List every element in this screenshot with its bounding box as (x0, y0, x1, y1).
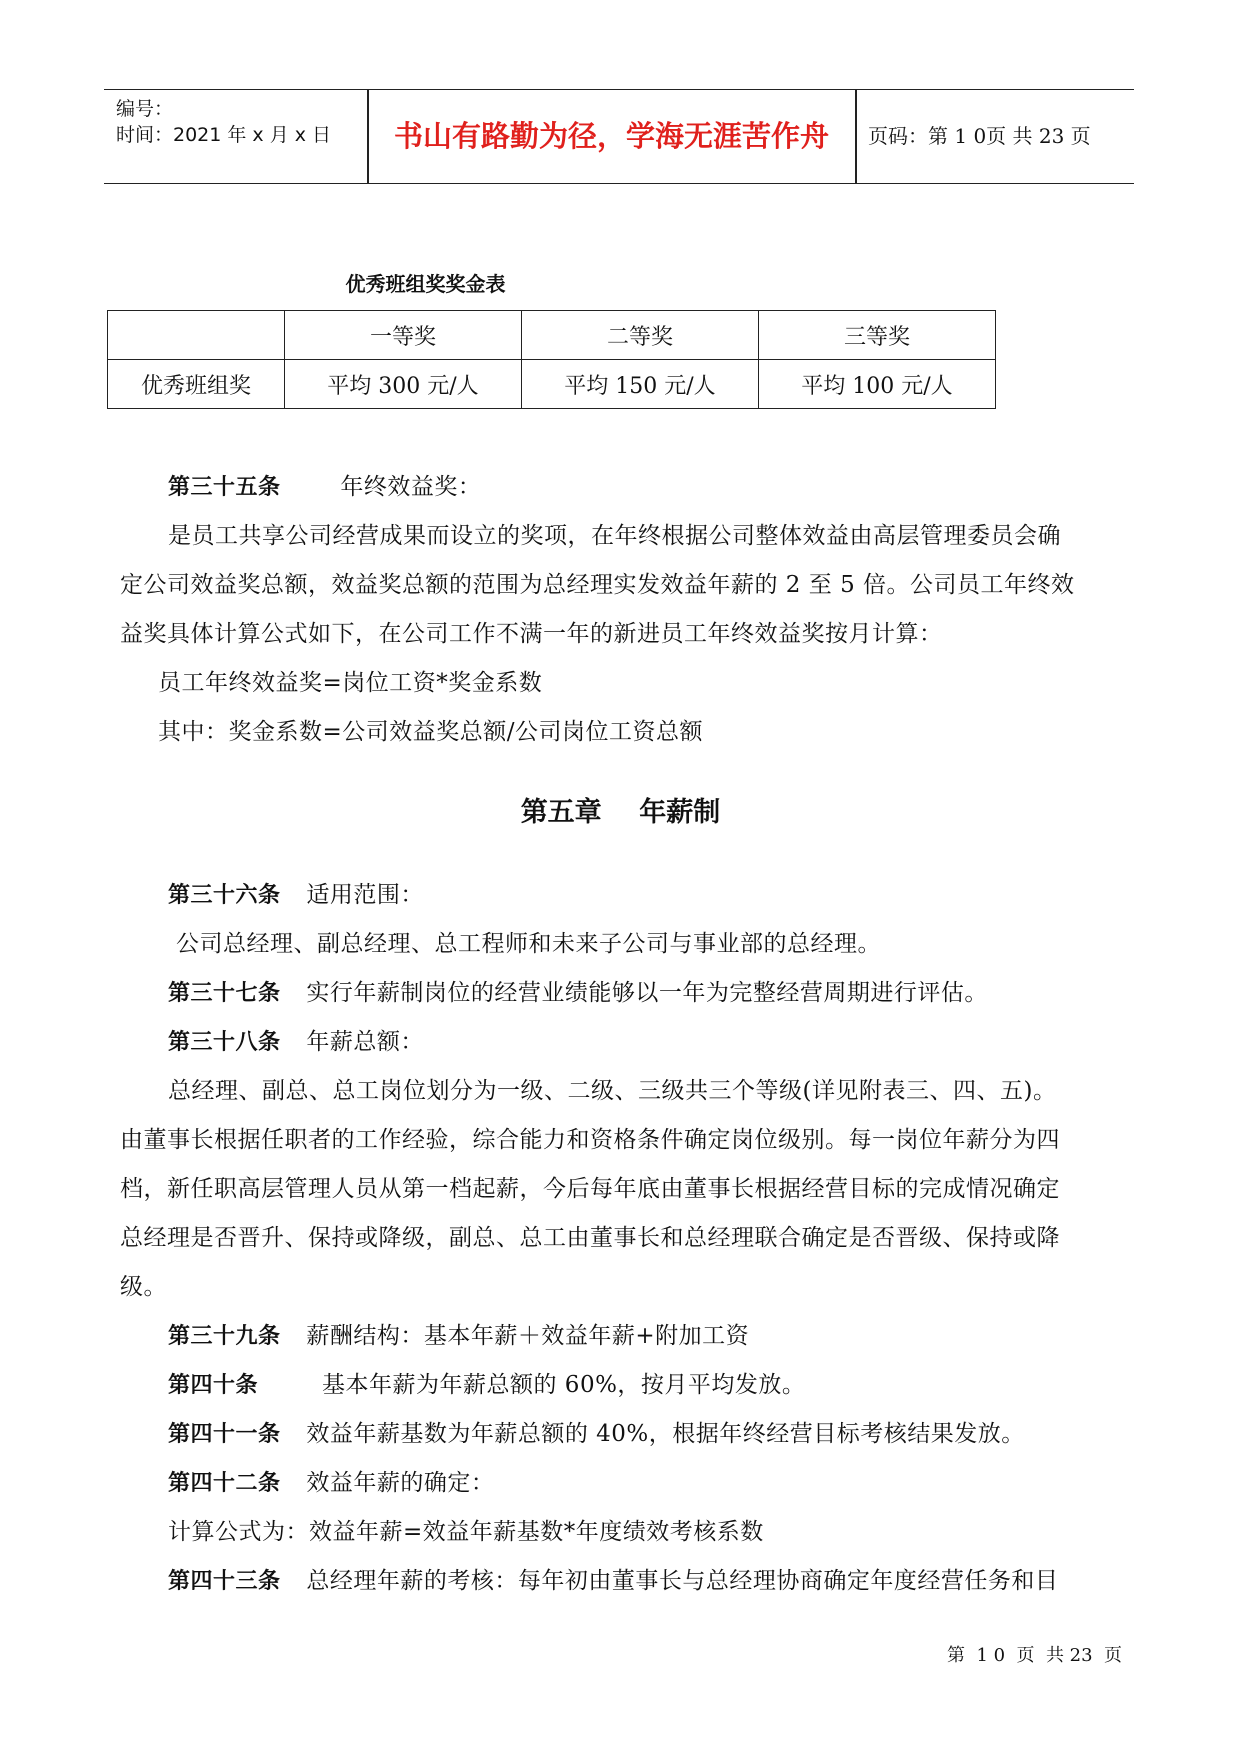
article-label: 第三十六条 (168, 883, 281, 908)
paragraph-line: 是员工共享公司经营成果而设立的奖项，在年终根据公司整体效益由高层管理委员会确 (168, 523, 1061, 549)
paragraph-line: 益奖具体计算公式如下，在公司工作不满一年的新进员工年终效益奖按月计算： (120, 621, 943, 647)
article-heading (168, 1023, 424, 1056)
table-cell: 平均 100 元/人 (759, 360, 996, 409)
article-text: 效益年薪基数为年薪总额的 40%，根据年终经营目标考核结果发放。 (306, 1421, 1025, 1447)
article-label: 第三十七条 (168, 981, 281, 1006)
table-header-cell: 二等奖 (522, 311, 759, 360)
paragraph-line: 档，新任职高层管理人员从第一档起薪，今后每年底由董事长根据经营目标的完成情况确定 (120, 1176, 1060, 1202)
article-label: 第四十二条 (168, 1471, 281, 1496)
table-title-row (0, 268, 1241, 297)
article-title: 年终效益奖： (340, 474, 482, 500)
article-heading (168, 876, 424, 909)
table-header-cell: 一等奖 (285, 311, 522, 360)
table-header-cell: 三等奖 (759, 311, 996, 360)
article-text: 总经理年薪的考核：每年初由董事长与总经理协商确定年度经营任务和目 (306, 1568, 1059, 1594)
table-title: 优秀班组奖奖金表 (345, 272, 506, 296)
article-label: 第三十八条 (168, 1030, 281, 1055)
article-label: 第四十条 (168, 1373, 259, 1398)
article-text: 薪酬结构：基本年薪＋效益年薪+附加工资 (306, 1323, 750, 1349)
paragraph-line: 级。 (120, 1274, 167, 1300)
table-cell: 平均 150 元/人 (522, 360, 759, 409)
article-label: 第四十三条 (168, 1569, 281, 1594)
article-heading (168, 1464, 494, 1497)
chapter-heading: 第五章 年薪制 (520, 797, 721, 828)
table-row (108, 360, 996, 409)
article-heading (168, 1415, 1025, 1448)
article-title: 适用范围： (306, 882, 424, 908)
header-motto: 书山有路勤为径，学海无涯苦作舟 (393, 119, 829, 153)
paragraph-line: 由董事长根据任职者的工作经验，综合能力和资格条件确定岗位级别。每一岗位年薪分为四 (120, 1127, 1060, 1153)
time-label: 时间：2021 年 x 月 x 日 (116, 124, 332, 146)
article-text: 实行年薪制岗位的经营业绩能够以一年为完整经营周期进行评估。 (306, 980, 988, 1006)
article-title: 效益年薪的确定： (306, 1470, 495, 1496)
paragraph-line: 定公司效益奖总额，效益奖总额的范围为总经理实发效益年薪的 2 至 5 倍。公司员工年终效 (120, 572, 1075, 598)
article-label: 第三十五条 (168, 475, 281, 500)
header-meta (116, 90, 366, 183)
article-heading (168, 468, 481, 501)
paragraph-line: 公司总经理、副总经理、总工程师和未来子公司与事业部的总经理。 (176, 931, 881, 957)
formula-line: 计算公式为：效益年薪=效益年薪基数*年度绩效考核系数 (168, 1519, 764, 1545)
formula-line: 员工年终效益奖=岗位工资*奖金系数 (158, 670, 543, 696)
page-header (104, 89, 1134, 184)
paragraph-line: 总经理是否晋升、保持或降级，副总、总工由董事长和总经理联合确定是否晋级、保持或降 (120, 1225, 1060, 1251)
number-label: 编号： (116, 98, 174, 120)
table-cell: 平均 300 元/人 (285, 360, 522, 409)
paragraph-line: 总经理、副总、总工岗位划分为一级、二级、三级共三个等级(详见附表三、四、五)。 (168, 1078, 1057, 1104)
table-header-cell (108, 311, 285, 360)
article-heading (168, 1562, 1058, 1595)
header-divider (855, 90, 857, 183)
article-title: 年薪总额： (306, 1029, 424, 1055)
table-cell: 优秀班组奖 (108, 360, 285, 409)
article-heading (168, 974, 988, 1007)
article-label: 第三十九条 (168, 1324, 281, 1349)
formula-line: 其中：奖金系数=公司效益奖总额/公司岗位工资总额 (158, 719, 704, 745)
article-label: 第四十一条 (168, 1422, 281, 1447)
article-heading (168, 1317, 749, 1350)
page-footer: 第 1 0 页 共 23 页 (947, 1645, 1123, 1666)
table-header-row (108, 311, 996, 360)
article-text: 基本年薪为年薪总额的 60%，按月平均发放。 (322, 1372, 806, 1398)
award-table (107, 310, 996, 409)
article-heading (168, 1366, 805, 1399)
header-page-info: 页码：第 1 0页 共 23 页 (868, 124, 1091, 148)
